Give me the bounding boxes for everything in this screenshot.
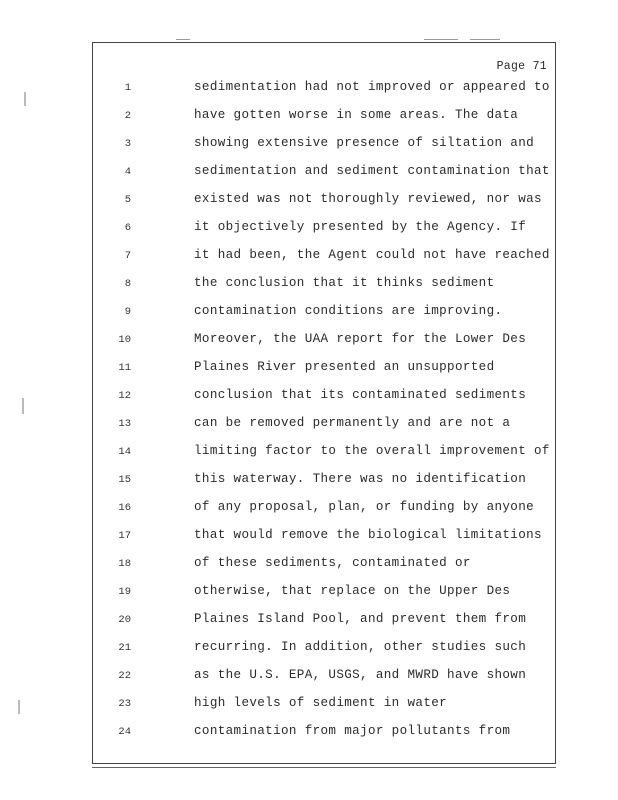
transcript-line xyxy=(93,668,555,688)
transcript-line xyxy=(93,416,555,436)
transcript-line xyxy=(93,472,555,492)
scan-artifact-left-middle xyxy=(22,398,24,414)
line-number: 6 xyxy=(124,222,131,234)
line-number: 7 xyxy=(124,250,131,262)
line-number: 4 xyxy=(124,166,131,178)
line-number: 17 xyxy=(118,530,131,542)
transcript-line xyxy=(93,724,555,744)
transcript-line xyxy=(93,80,555,100)
line-text: high levels of sediment in water xyxy=(194,696,448,710)
scan-artifact-top-3 xyxy=(470,39,500,40)
line-text: conclusion that its contaminated sediments xyxy=(194,388,527,402)
transcript-line xyxy=(93,248,555,268)
scan-artifact-left-bottom xyxy=(18,700,20,714)
transcript-line xyxy=(93,612,555,632)
line-number: 24 xyxy=(118,726,131,738)
page-number: Page 71 xyxy=(496,60,547,73)
transcript-line xyxy=(93,556,555,576)
scan-artifact-top-2 xyxy=(424,39,458,40)
line-text: otherwise, that replace on the Upper Des xyxy=(194,584,511,598)
line-number: 15 xyxy=(118,474,131,486)
line-number: 3 xyxy=(124,138,131,150)
line-text: of these sediments, contaminated or xyxy=(194,556,471,570)
line-number: 8 xyxy=(124,278,131,290)
transcript-line xyxy=(93,332,555,352)
scan-artifact-top-1 xyxy=(176,39,190,40)
line-number: 19 xyxy=(118,586,131,598)
line-text: Moreover, the UAA report for the Lower Des xyxy=(194,332,527,346)
line-number: 12 xyxy=(118,390,131,402)
line-number: 13 xyxy=(118,418,131,430)
line-number: 14 xyxy=(118,446,131,458)
transcript-line xyxy=(93,528,555,548)
line-text: this waterway. There was no identification xyxy=(194,472,527,486)
line-number: 16 xyxy=(118,502,131,514)
line-text: contamination from major pollutants from xyxy=(194,724,511,738)
line-number: 9 xyxy=(124,306,131,318)
transcript-line xyxy=(93,164,555,184)
line-text: contamination conditions are improving. xyxy=(194,304,503,318)
line-number: 18 xyxy=(118,558,131,570)
line-number: 21 xyxy=(118,642,131,654)
scan-artifact-left-top xyxy=(24,92,26,106)
line-text: as the U.S. EPA, USGS, and MWRD have shown xyxy=(194,668,527,682)
line-number: 2 xyxy=(124,110,131,122)
line-number: 10 xyxy=(118,334,131,346)
line-text: it objectively presented by the Agency. If xyxy=(194,220,527,234)
line-number: 23 xyxy=(118,698,131,710)
line-text: sedimentation and sediment contamination that xyxy=(194,164,550,178)
transcript-line xyxy=(93,696,555,716)
line-text: it had been, the Agent could not have reached xyxy=(194,248,550,262)
transcript-line xyxy=(93,500,555,520)
transcript-line xyxy=(93,360,555,380)
transcript-line xyxy=(93,304,555,324)
line-text: sedimentation had not improved or appeared to xyxy=(194,80,550,94)
line-text: can be removed permanently and are not a xyxy=(194,416,511,430)
line-text: limiting factor to the overall improvement of xyxy=(194,444,550,458)
transcript-line xyxy=(93,584,555,604)
line-text: of any proposal, plan, or funding by anyone xyxy=(194,500,535,514)
line-text: recurring. In addition, other studies such xyxy=(194,640,527,654)
transcript-line xyxy=(93,192,555,212)
line-text: showing extensive presence of siltation and xyxy=(194,136,535,150)
transcript-line xyxy=(93,108,555,128)
line-number: 20 xyxy=(118,614,131,626)
line-number: 5 xyxy=(124,194,131,206)
line-text: Plaines River presented an unsupported xyxy=(194,360,495,374)
transcript-line xyxy=(93,276,555,296)
line-number: 11 xyxy=(118,362,131,374)
transcript-line xyxy=(93,444,555,464)
line-number: 22 xyxy=(118,670,131,682)
transcript-line xyxy=(93,640,555,660)
line-text: that would remove the biological limitations xyxy=(194,528,542,542)
transcript-line xyxy=(93,136,555,156)
line-number: 1 xyxy=(124,82,131,94)
line-text: existed was not thoroughly reviewed, nor was xyxy=(194,192,542,206)
line-text: Plaines Island Pool, and prevent them from xyxy=(194,612,527,626)
transcript-line xyxy=(93,388,555,408)
line-text: the conclusion that it thinks sediment xyxy=(194,276,495,290)
line-text: have gotten worse in some areas. The data xyxy=(194,108,519,122)
transcript-line xyxy=(93,220,555,240)
transcript-page xyxy=(92,42,556,764)
